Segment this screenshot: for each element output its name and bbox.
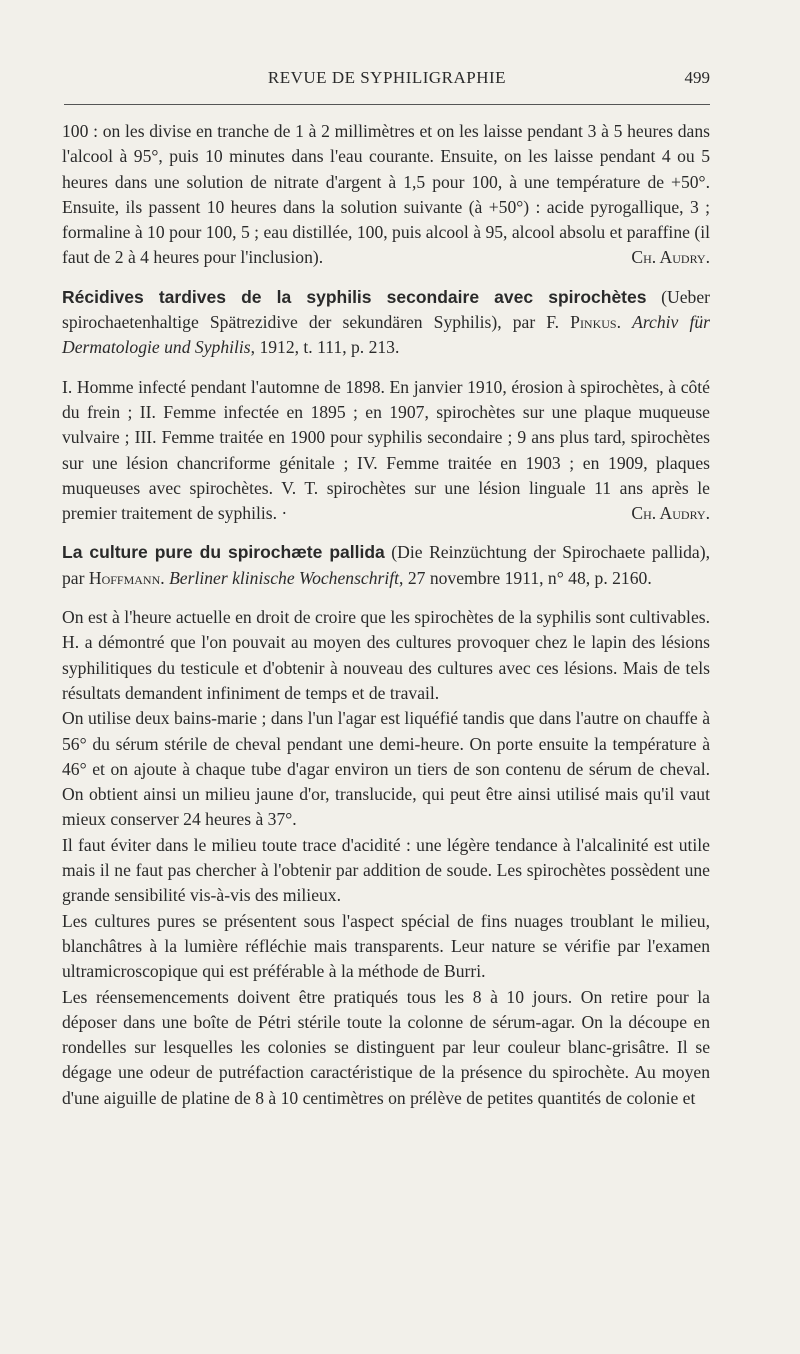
article-heading: Récidives tardives de la syphilis secondaire avec spirochètes (Ueber spirochaetenhaltige Spätrezidive der sekundären Syphilis), par F. Pinkus. Archiv für Dermatologie und Syphilis, 1912, t. 111, p. 213.: [62, 286, 710, 358]
header-rule: [64, 104, 710, 105]
article-journal: Archiv für Dermatologie und Syphilis: [62, 312, 710, 358]
page-number: 499: [684, 68, 710, 87]
article-citation: , 1912, t. 111, p. 213.: [250, 337, 400, 358]
running-title: REVUE DE SYPHILIGRAPHIE: [267, 68, 507, 87]
body-paragraph: Il faut éviter dans le milieu toute trace d'acidité : une légère tendance à l'alcalinité est utile mais il ne faut pas chercher à l'obtenir par addition de soude. Les spirochètes possèdent une grande sensibilité vis-à-vis des milieux.: [62, 834, 710, 906]
article-author: Pinkus: [570, 312, 617, 333]
body-paragraph: On est à l'heure actuelle en droit de croire que les spirochètes de la syphilis sont cultivables. H. a démontré que l'on pouvait au moyen des cultures provoquer chez le lapin des lésions syphilitiques du testicule et d'obtenir à nouveau des cultures avec ces lésions. Mais de tels résultats demandent infiniment de temps et de travail.: [62, 607, 710, 703]
running-header: [64, 68, 710, 92]
article-body-text: I. Homme infecté pendant l'automne de 1898. En janvier 1910, érosion à spirochètes, à côté du frein ; II. Femme infectée en 1895 ; en 1907, spirochètes sur une plaque muqueuse vulvaire ; III. Femme traitée en 1900 pour syphilis secondaire ; 9 ans plus tard, spirochètes sur une lésion chancriforme génitale ; IV. Femme traitée en 1903 ; en 1909, plaques muqueuses avec spirochètes. V. T. spirochètes sur une lésion linguale 11 ans après le premier traitement de syphilis. ·: [62, 376, 710, 524]
body-paragraph: Les réensemencements doivent être pratiqués tous les 8 à 10 jours. On retire pour la déposer dans une boîte de Pétri stérile toute la colonne de sérum-agar. On la découpe en rondelles sur lesquelles les colonies se distinguent par leur couleur blanc-grisâtre. Il se dégage une odeur de putréfaction caractéristique de la présence du spirochète. Au moyen d'une aiguille de platine de 8 à 10 centimètres on prélève de petites quantités de colonie et: [62, 986, 710, 1108]
article-body: [62, 375, 710, 527]
body-paragraph: On utilise deux bains-marie ; dans l'un l'agar est liquéfié tandis que dans l'autre on chauffe à 56° du sérum stérile de cheval pendant une demi-heure. On porte ensuite la température à 46° et on ajoute à chaque tube d'agar environ un tiers de son contenu de sérum de cheval. On obtient ainsi un milieu jaune d'or, translucide, qui peut être ainsi utilisé mais qu'il vaut mieux conserver 24 heures à 37°.: [62, 708, 710, 830]
continued-text: 100 : on les divise en tranche de 1 à 2 millimètres et on les laisse pendant 3 à 5 heures dans l'alcool à 95°, puis 10 minutes dans l'eau courante. Ensuite, on les laisse pendant 4 ou 5 heures dans une solution de nitrate d'argent à 1,5 pour 100, à une température de +50°. Ensuite, ils passent 10 heures dans la solution suivante (à +50°) : acide pyrogallique, 3 ; formaline à 10 pour 100, 5 ; eau distillée, 100, puis alcool à 95, alcool absolu et paraffine (il faut de 2 à 4 heures pour l'inclusion).: [62, 121, 710, 268]
article-heading: La culture pure du spirochæte pallida (Die Reinzüchtung der Spirochaete pallida), par Hoffmann. Berliner klinische Wochenschrift, 27 novembre 1911, n° 48, p. 2160.: [62, 542, 710, 588]
page-body: [62, 119, 710, 1111]
article-author: Hoffmann: [88, 567, 161, 588]
article-ref: (Die Reinzüchtung der Spirochaete pallida), par: [62, 542, 710, 588]
continued-paragraph: [62, 119, 710, 271]
signature: Ch. Audry.: [631, 247, 710, 268]
article-citation: , 27 novembre 1911, n° 48, p. 2160.: [399, 567, 652, 588]
article-title: Récidives tardives de la syphilis secondaire avec spirochètes: [62, 286, 647, 307]
signature: Ch. Audry.: [631, 503, 710, 524]
article-ref: (Ueber spirochaetenhaltige Spätrezidive der sekundären Syphilis), par F.: [62, 286, 710, 333]
article-title: La culture pure du spirochæte pallida: [62, 542, 385, 563]
article-journal: Berliner klinische Wochenschrift: [169, 567, 400, 588]
body-paragraph: Les cultures pures se présentent sous l'aspect spécial de fins nuages troublant le milieu, blanchâtres à la lumière réfléchie mais transparents. Leur nature se vérifie par l'examen ultramicroscopique qui est préférable à la méthode de Burri.: [62, 910, 710, 982]
